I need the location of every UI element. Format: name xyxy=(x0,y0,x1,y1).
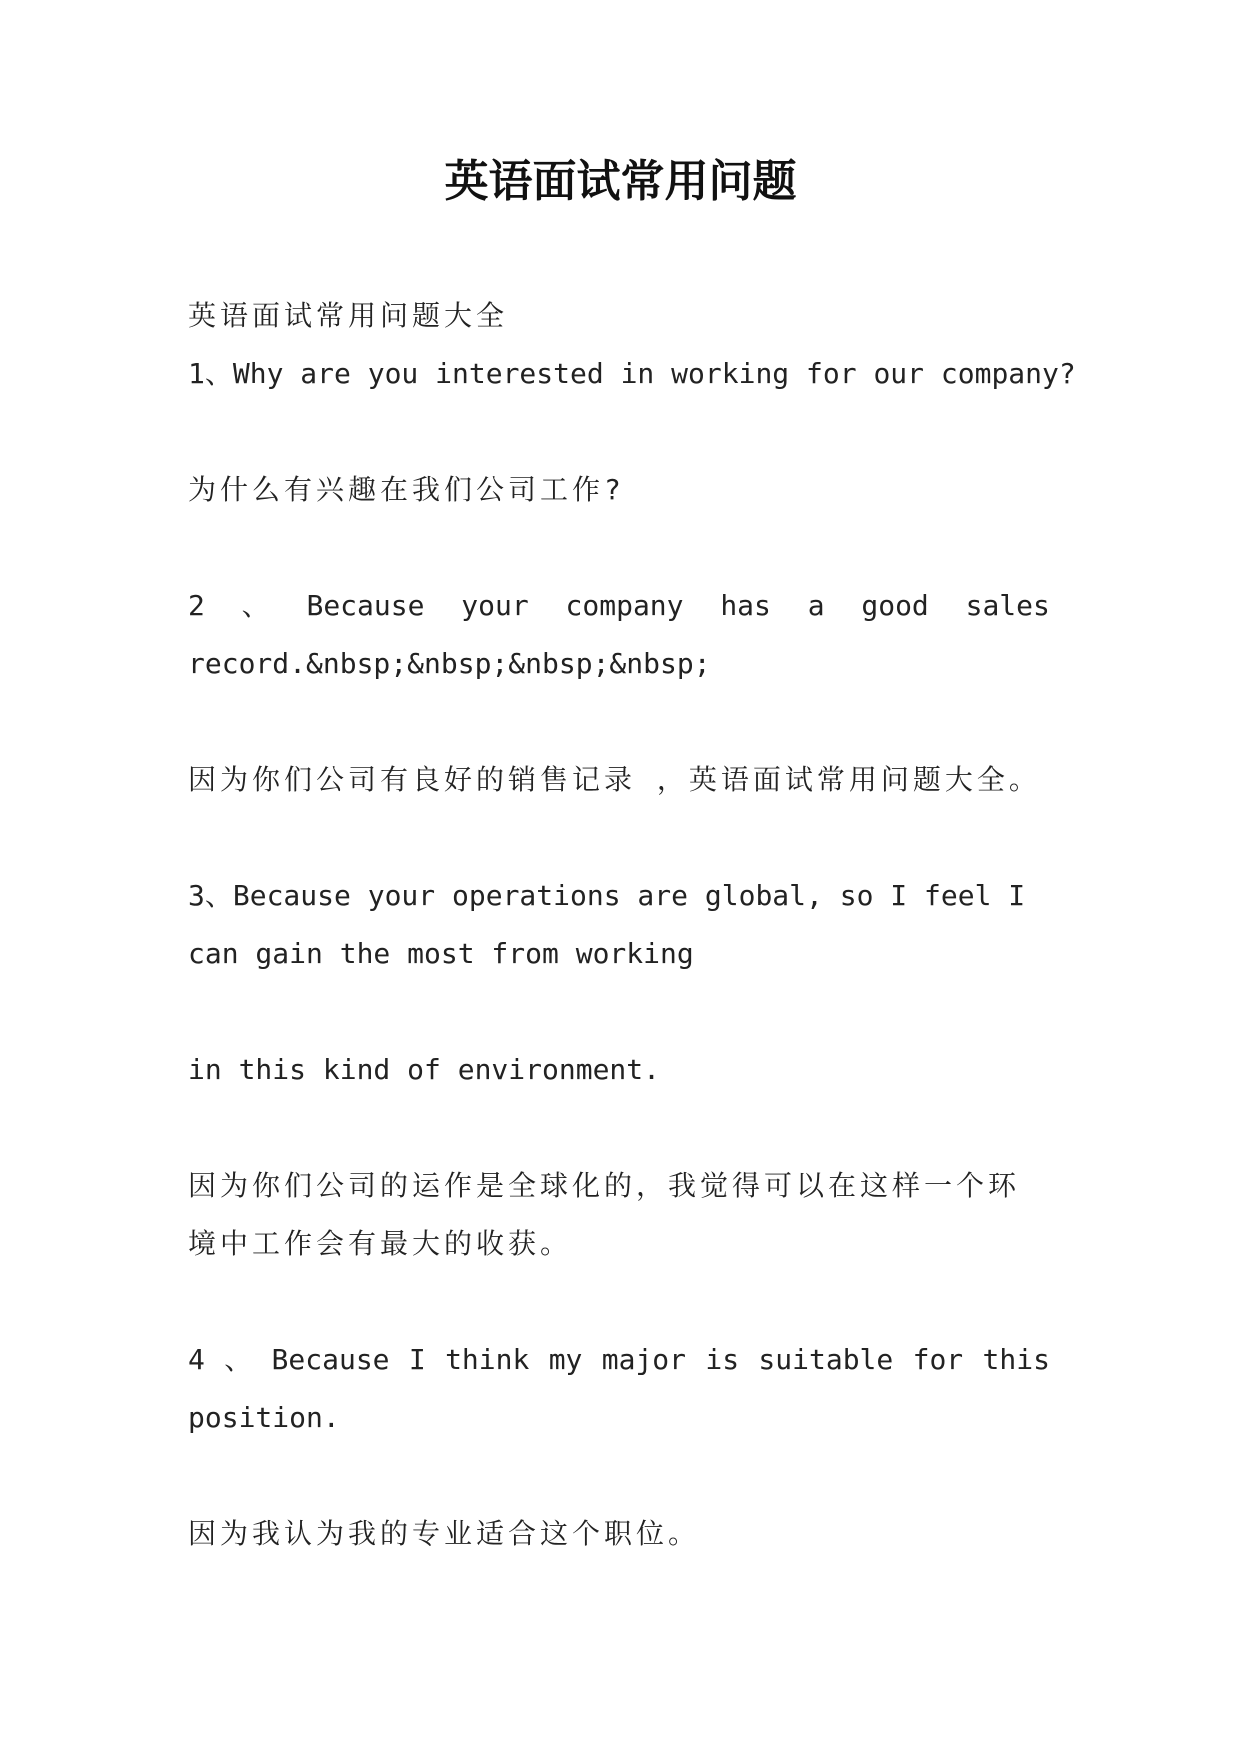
word: your xyxy=(461,589,529,622)
document-body xyxy=(188,287,1076,1563)
word: a xyxy=(807,589,825,622)
word: think xyxy=(445,1343,530,1376)
word: major xyxy=(601,1343,687,1376)
word: good xyxy=(861,589,929,622)
word: for xyxy=(912,1343,964,1376)
word: Because xyxy=(306,589,425,622)
answer-3-line-3: in this kind of environment. xyxy=(188,1053,661,1086)
word: I xyxy=(408,1343,426,1376)
word: company xyxy=(565,589,684,622)
paragraph-gap xyxy=(188,403,1050,461)
answer-4-line-1 xyxy=(188,1331,1050,1389)
paragraph-gap xyxy=(188,1447,1050,1505)
word: 2 xyxy=(188,589,205,622)
word: sales xyxy=(965,589,1050,622)
answer-3-translation-line-2: 境中工作会有最大的收获。 xyxy=(188,1227,573,1260)
answer-2-line-1 xyxy=(188,577,1050,635)
paragraph-gap xyxy=(188,1099,1050,1157)
word: is xyxy=(705,1343,740,1376)
question-1: 1、Why are you interested in working for our company? xyxy=(188,357,1076,390)
answer-2-line-2: record.&nbsp;&nbsp;&nbsp;&nbsp; xyxy=(188,647,711,680)
paragraph-gap xyxy=(188,983,1050,1041)
word: 、 xyxy=(241,589,270,622)
answer-3-line-1: 3、Because your operations are global, so I feel I xyxy=(188,879,1026,912)
paragraph-gap xyxy=(188,693,1050,751)
word: Because xyxy=(271,1343,390,1376)
word: 、 xyxy=(224,1343,253,1376)
word: has xyxy=(720,589,771,622)
paragraph-gap xyxy=(188,809,1050,867)
paragraph-gap xyxy=(188,1273,1050,1331)
subtitle: 英语面试常用问题大全 xyxy=(188,299,509,332)
page-title: 英语面试常用问题 xyxy=(444,156,797,207)
word: 4 xyxy=(188,1343,205,1376)
answer-3-translation-line-1: 因为你们公司的运作是全球化的，我觉得可以在这样一个环 xyxy=(188,1169,1021,1202)
paragraph-gap xyxy=(188,519,1050,577)
answer-2-translation: 因为你们公司有良好的销售记录 ，英语面试常用问题大全。 xyxy=(188,763,1041,796)
answer-3-line-2: can gain the most from working xyxy=(188,937,694,970)
word: suitable xyxy=(758,1343,894,1376)
answer-4-translation: 因为我认为我的专业适合这个职位。 xyxy=(188,1517,701,1550)
word: my xyxy=(548,1343,583,1376)
question-1-translation: 为什么有兴趣在我们公司工作? xyxy=(188,473,625,506)
word: this xyxy=(982,1343,1050,1376)
answer-4-line-2: position. xyxy=(188,1401,340,1434)
